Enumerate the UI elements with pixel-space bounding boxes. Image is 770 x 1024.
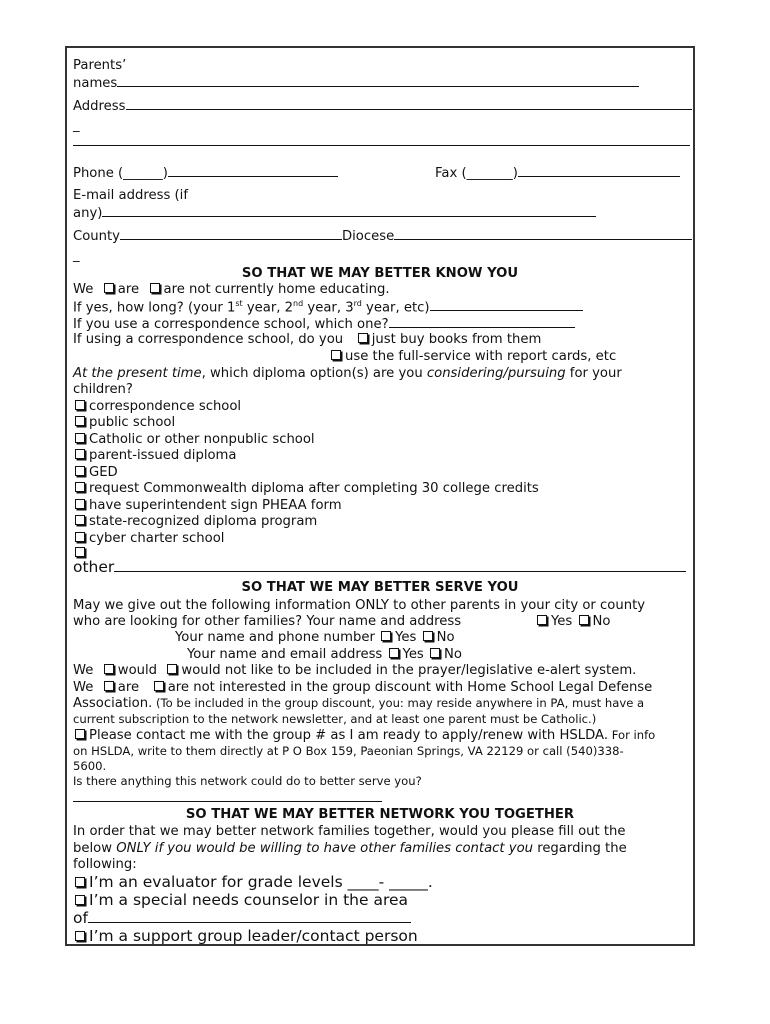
option-item [73, 465, 118, 480]
option-checkbox[interactable] [75, 499, 85, 509]
below-text: below [73, 841, 117, 856]
using-corr-line [73, 332, 541, 347]
just-buy-checkbox[interactable] [358, 333, 368, 343]
anything-answer-field[interactable] [73, 790, 382, 802]
option-label: have superintendent sign PHEAA form [89, 498, 342, 513]
phone-line [73, 165, 338, 181]
email-label: any) [73, 206, 103, 221]
option-checkbox[interactable] [75, 400, 85, 410]
address-line2 [73, 134, 690, 150]
for-info-label: For info [608, 728, 656, 742]
hslda-phone-line: 5600. [73, 759, 107, 773]
option-item [73, 448, 237, 463]
evaluator-label: I’m an evaluator for grade levels ____- _____. [89, 873, 433, 891]
present-time-line [73, 366, 622, 381]
not-interested-label: are not interested in the group discount with Home School Legal Defense [167, 680, 653, 695]
corr-which-field[interactable] [389, 316, 575, 328]
name-phone-line [175, 630, 455, 645]
we-label: We [73, 680, 94, 695]
parents-label-line1: Parents’ [73, 58, 127, 73]
considering-italic: considering/pursuing [426, 366, 566, 381]
are-label: are [117, 282, 140, 297]
association-line [73, 696, 644, 711]
parents-names-line [73, 75, 639, 91]
option-label: public school [89, 415, 176, 430]
full-service-checkbox[interactable] [331, 350, 341, 360]
option-label: request Commonwealth diploma after completing 30 college credits [89, 481, 539, 496]
email-line [73, 205, 596, 221]
association-note: (To be included in the group discount, you: may reside anywhere in PA, must have a [152, 696, 645, 710]
would-checkbox[interactable] [104, 664, 114, 674]
using-corr-label: If using a correspondence school, do you [73, 332, 344, 347]
present-time-text-d: for your [565, 366, 622, 381]
how-long-text-c: year, 3 [303, 300, 354, 316]
option-checkbox[interactable] [75, 416, 85, 426]
option-item [73, 531, 224, 546]
name-email-label: Your name and email address [187, 647, 383, 662]
association-label: Association. [73, 696, 153, 711]
how-long-text-d: year, etc) [361, 300, 430, 316]
option-checkbox[interactable] [75, 515, 85, 525]
option-label: Catholic or other nonpublic school [89, 432, 315, 447]
option-checkbox[interactable] [75, 482, 85, 492]
option-label: parent-issued diploma [89, 448, 237, 463]
no-label: No [436, 630, 455, 645]
phone-label: Phone (______) [73, 166, 168, 181]
discount-line [73, 680, 652, 695]
interested-checkbox[interactable] [104, 681, 114, 691]
evaluator-line [73, 874, 433, 892]
network-intro-line3: following: [73, 857, 137, 872]
yes-label: Yes [395, 630, 417, 645]
would-label: would [117, 663, 158, 678]
option-item [73, 432, 315, 447]
support-leader-checkbox[interactable] [75, 931, 85, 941]
present-time-italic: At the present time [73, 366, 202, 381]
special-needs-checkbox[interactable] [75, 895, 85, 905]
area-line [73, 910, 411, 928]
association-note-line2: current subscription to the network newsletter, and at least one parent must be Catholic.) [73, 712, 597, 726]
anything-answer-line [73, 790, 382, 806]
not-interested-checkbox[interactable] [154, 681, 164, 691]
only-if-italic: ONLY if you would be willing to have other families contact you [116, 841, 533, 856]
network-heading: SO THAT WE MAY BETTER NETWORK YOU TOGETHER [185, 807, 575, 822]
home-educating-line [73, 282, 390, 297]
fax-line [435, 165, 680, 181]
name-email-yes-checkbox[interactable] [389, 648, 399, 658]
sup-st: st [235, 299, 243, 308]
name-address-choice [535, 614, 610, 629]
registration-form [65, 46, 695, 946]
how-long-field[interactable] [430, 299, 583, 311]
network-intro-line2 [73, 841, 627, 856]
hslda-contact-line [73, 728, 655, 743]
no-label: No [592, 614, 611, 629]
sup-nd: nd [293, 299, 304, 308]
option-item [73, 399, 241, 414]
option-label: cyber charter school [89, 531, 225, 546]
county-dash: _ [73, 248, 80, 263]
corr-which-label: If you use a correspondence school, which one? [73, 317, 389, 332]
option-checkbox[interactable] [75, 433, 85, 443]
diocese-field[interactable] [394, 228, 692, 240]
hslda-contact-label: Please contact me with the group # as I am ready to apply/renew with HSLDA. [89, 728, 609, 743]
give-out-line1: May we give out the following information ONLY to other parents in your city or county [73, 598, 646, 613]
parents-names-field[interactable] [117, 75, 639, 87]
option-checkbox[interactable] [75, 466, 85, 476]
are-not-label: are not currently home educating. [163, 282, 390, 297]
we-label: We [73, 663, 94, 678]
children-line: children? [73, 382, 133, 397]
county-field[interactable] [120, 228, 342, 240]
just-buy-label: just buy books from them [371, 332, 542, 347]
option-label: correspondence school [89, 399, 242, 414]
address-field-2[interactable] [73, 134, 690, 146]
support-leader-line [73, 928, 418, 946]
of-label: of [73, 909, 88, 927]
fax-label: Fax (_______) [435, 166, 518, 181]
option-item [73, 415, 175, 430]
name-address-label: who are looking for other families? Your name and address [73, 614, 462, 629]
option-label: state-recognized diploma program [89, 514, 318, 529]
option-item [73, 514, 317, 529]
yes-label: Yes [551, 614, 573, 629]
name-phone-label: Your name and phone number [175, 630, 375, 645]
diocese-label: Diocese [341, 229, 395, 244]
are-not-checkbox[interactable] [150, 283, 160, 293]
phone-field[interactable] [168, 165, 338, 177]
anything-question: Is there anything this network could do to better serve you? [73, 774, 422, 788]
know-heading: SO THAT WE MAY BETTER KNOW YOU [241, 266, 519, 281]
name-email-line [187, 647, 462, 662]
address-field[interactable] [126, 98, 692, 110]
option-checkbox[interactable] [75, 532, 85, 542]
full-service-line [329, 349, 616, 364]
parents-names-label: names [73, 76, 118, 91]
email-label-line1: E-mail address (if [73, 188, 188, 203]
full-service-label: use the full-service with report cards, etc [345, 349, 617, 364]
name-phone-yes-checkbox[interactable] [381, 631, 391, 641]
hslda-contact-checkbox[interactable] [75, 729, 85, 739]
serve-heading: SO THAT WE MAY BETTER SERVE YOU [241, 580, 519, 595]
how-long-text-b: year, 2 [242, 300, 294, 316]
regarding-text: regarding the [533, 841, 627, 856]
option-label: GED [89, 465, 118, 480]
present-time-text: , which diploma option(s) are you [201, 366, 427, 381]
are-checkbox[interactable] [104, 283, 114, 293]
special-needs-line [73, 892, 408, 910]
option-item [73, 481, 539, 496]
other-checkbox[interactable] [75, 547, 85, 557]
yes-label: Yes [402, 647, 424, 662]
fax-field[interactable] [518, 165, 680, 177]
support-leader-label: I’m a support group leader/contact person [89, 927, 418, 945]
how-long-text: If yes, how long? (your 1 [73, 300, 236, 316]
would-not-label: would not like to be included in the prayer/legislative e-alert system. [181, 663, 637, 678]
address-dash: _ [73, 118, 80, 133]
special-needs-label: I’m a special needs counselor in the area [89, 891, 409, 909]
other-line [73, 559, 686, 577]
address-label: Address [73, 99, 126, 114]
would-not-checkbox[interactable] [167, 664, 177, 674]
e-alert-line [73, 663, 636, 678]
are-label: are [117, 680, 140, 695]
option-checkbox[interactable] [75, 449, 85, 459]
give-out-line2 [73, 614, 461, 629]
county-diocese-line [73, 228, 692, 244]
area-field[interactable] [88, 911, 411, 923]
no-label: No [444, 647, 462, 662]
address-line [73, 98, 692, 114]
name-address-no-checkbox[interactable] [579, 615, 589, 625]
county-label: County [73, 229, 120, 244]
email-field[interactable] [102, 205, 596, 217]
option-item [73, 498, 342, 513]
evaluator-checkbox[interactable] [75, 877, 85, 887]
we-label: We [73, 282, 94, 297]
corr-which-line [73, 316, 575, 332]
hslda-address-line: on HSLDA, write to them directly at P O Box 159, Paeonian Springs, VA 22129 or call (540)338- [73, 744, 624, 758]
network-intro-line1: In order that we may better network families together, would you please fill out the [73, 824, 626, 839]
sup-rd: rd [353, 299, 362, 308]
other-field[interactable] [114, 560, 686, 572]
name-address-yes-checkbox[interactable] [537, 615, 547, 625]
name-phone-no-checkbox[interactable] [423, 631, 433, 641]
other-label: other [73, 558, 115, 576]
name-email-no-checkbox[interactable] [430, 648, 440, 658]
how-long-line [73, 299, 583, 316]
